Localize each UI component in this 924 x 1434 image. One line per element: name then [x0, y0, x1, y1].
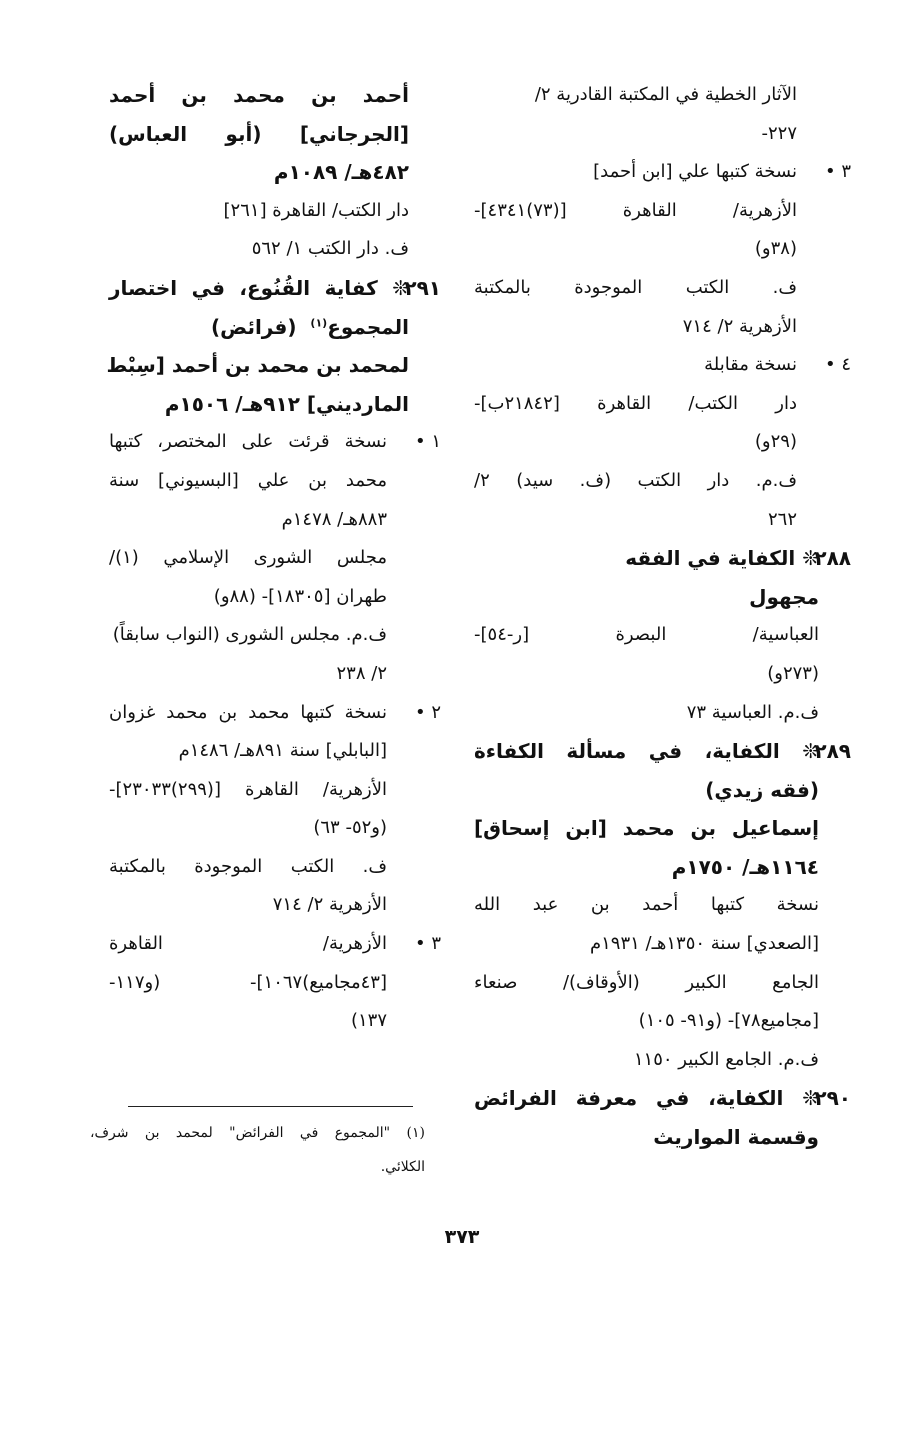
line-text: الأزهرية/ القاهرة	[109, 933, 387, 955]
line-text: الأزهرية/ القاهرة [(٧٣)٤٣٤١]-	[474, 199, 797, 221]
line-text: محمد بن علي [البسيوني] سنة	[109, 469, 387, 491]
line-text: لمحمد بن محمد بن أحمد [سِبْط	[106, 353, 409, 378]
left-column-line	[109, 462, 409, 501]
right-column-line	[474, 153, 851, 192]
left-column	[106, 76, 441, 1041]
entry-number: ٤ •	[824, 354, 851, 376]
line-text: ٢٦٢	[767, 508, 797, 530]
left-column-line	[109, 809, 409, 848]
left-column-line	[109, 886, 409, 925]
entry-number: ٢٨٩	[814, 739, 851, 764]
right-column-line	[474, 385, 819, 424]
footnote-marker: (١)	[310, 315, 328, 329]
right-column-line	[474, 694, 819, 733]
line-text: نسخة كتبها أحمد بن عبد الله	[474, 894, 819, 916]
line-text: المارديني] ٩١٢هـ/ ١٥٠٦م	[164, 391, 409, 416]
line-text: ف.م. دار الكتب (ف. سيد) ٢/	[474, 469, 797, 491]
line-text: ❊ الكفاية، في مسألة الكفاءة	[474, 739, 819, 764]
line-text: ١٣٧)	[350, 1010, 387, 1032]
line-text: الأزهرية/ القاهرة [(٢٩٩)٢٣٠٣٣]-	[109, 778, 387, 800]
right-column-line	[474, 539, 851, 578]
left-column-line	[109, 925, 441, 964]
line-text: [٤٣مجاميع)١٠٦٧]- (و١١٧-	[109, 971, 387, 993]
right-column-line	[474, 578, 819, 617]
right-column-line	[474, 230, 819, 269]
line-text: وقسمة المواريث	[653, 1125, 819, 1150]
right-column-line	[474, 1118, 819, 1157]
line-text: دار الكتب/ القاهرة [٢٦١]	[223, 199, 409, 221]
left-column-line	[109, 655, 409, 694]
left-column-line	[109, 192, 409, 231]
line-text: (فقه زيدي)	[705, 777, 819, 802]
entry-number: ٢٩١	[404, 275, 441, 300]
line-text: مجهول	[749, 584, 819, 609]
left-column-line	[106, 346, 409, 385]
right-column-line	[474, 1002, 819, 1041]
entry-number: ٣ •	[414, 933, 441, 955]
line-text: (٢٧٣و)	[767, 662, 819, 684]
line-text: نسخة كتبها علي [ابن أحمد]	[593, 161, 797, 183]
right-column-line	[474, 655, 819, 694]
left-column-line	[109, 308, 409, 347]
left-column-line	[109, 501, 409, 540]
right-column-line	[474, 925, 819, 964]
left-column-line	[109, 616, 409, 655]
entry-number: ٢ •	[414, 701, 441, 723]
line-text: العباسية/ البصرة [ر-٥٤]-	[474, 624, 819, 646]
left-column-line	[109, 76, 409, 115]
right-column-line	[474, 616, 819, 655]
line-text: ف.م. مجلس الشورى (النواب سابقاً)	[112, 624, 387, 646]
right-column-line	[474, 269, 819, 308]
line-text: الأزهرية ٢/ ٧١٤	[682, 315, 797, 337]
right-column-line	[474, 308, 819, 347]
line-text: أحمد بن محمد بن أحمد	[109, 83, 409, 107]
right-column-line	[474, 964, 819, 1003]
right-column-line	[474, 462, 819, 501]
line-text: ٢/ ٢٣٨	[336, 662, 387, 684]
left-column-line	[109, 230, 409, 269]
line-text: ❊ كفاية القُنُوع، في اختصار	[109, 275, 409, 300]
line-text: [مجاميع٧٨]- (و٩١- ١٠٥)	[638, 1010, 819, 1032]
right-column-line	[474, 1041, 819, 1080]
line-text: المجموع	[327, 314, 409, 339]
left-column-line	[109, 269, 441, 308]
left-column-line	[109, 964, 409, 1003]
left-column-line	[109, 732, 409, 771]
entry-number: ١ •	[414, 431, 441, 453]
line-text: ❊ الكفاية في الفقه	[625, 546, 819, 571]
left-column-line	[109, 1002, 409, 1041]
right-column	[474, 76, 851, 1157]
left-column-line	[109, 578, 409, 617]
line-text: الآثار الخطية في المكتبة القادرية ٢/	[534, 84, 797, 105]
footnote	[90, 1116, 425, 1184]
line-text: الأزهرية ٢/ ٧١٤	[272, 894, 387, 916]
line-text: ف.م. الجامع الكبير ١١٥٠	[633, 1048, 819, 1070]
left-column-line	[109, 539, 409, 578]
right-column-line	[474, 501, 819, 540]
footnote-divider	[128, 1106, 413, 1107]
right-column-line	[474, 809, 819, 848]
line-text: ١١٦٤هـ/ ١٧٥٠م	[671, 854, 819, 879]
line-text-suffix: (فرائض)	[211, 314, 311, 339]
left-column-line	[109, 385, 409, 424]
line-text: ف. الكتب الموجودة بالمكتبة	[474, 276, 797, 298]
footnote-line: الكلائي.	[380, 1159, 425, 1175]
line-text: الجامع الكبير (الأوقاف)/ صنعاء	[474, 971, 819, 993]
line-text: [الصعدي] سنة ١٣٥٠هـ/ ١٩٣١م	[589, 933, 819, 955]
left-column-line	[109, 153, 409, 192]
line-text: نسخة مقابلة	[704, 354, 797, 376]
line-text: (و٥٢- ٦٣)	[313, 817, 387, 839]
entry-number: ٢٩٠	[814, 1086, 851, 1111]
line-text: ٤٨٢هـ/ ١٠٨٩م	[273, 160, 409, 185]
line-text: ف. دار الكتب ١/ ٥٦٢	[251, 238, 409, 260]
line-text: نسخة قرئت على المختصر، كتبها	[109, 431, 387, 453]
line-text: مجلس الشورى الإسلامي (١)/	[109, 547, 387, 569]
right-column-line	[474, 423, 819, 462]
page-number: ٣٧٣	[444, 1226, 480, 1248]
right-column-line	[474, 886, 819, 925]
line-text: ف. الكتب الموجودة بالمكتبة	[109, 855, 387, 877]
left-column-line	[109, 771, 409, 810]
line-text: إسماعيل بن محمد [ابن إسحاق]	[474, 816, 819, 841]
line-text: [البابلي] سنة ٨٩١هـ/ ١٤٨٦م	[178, 740, 387, 762]
left-column-line	[109, 115, 409, 154]
line-text: طهران [١٨٣٠٥]- (٨٨و)	[213, 585, 387, 607]
line-text: دار الكتب/ القاهرة [٢١٨٤٢ب]-	[474, 392, 797, 414]
right-column-line	[474, 346, 851, 385]
line-text: ٢٢٧-	[761, 122, 797, 144]
left-column-line	[109, 423, 441, 462]
entry-number: ٢٨٨	[814, 546, 851, 571]
footnote-line: (١) "المجموع في الفرائض" لمحمد بن شرف،	[90, 1125, 425, 1141]
right-column-line	[474, 1079, 851, 1118]
entry-number: ٣ •	[824, 161, 851, 183]
line-text: ❊ الكفاية، في معرفة الفرائض	[474, 1086, 819, 1111]
line-text: (٢٩و)	[754, 431, 797, 453]
right-column-line	[474, 192, 819, 231]
left-column-line	[109, 848, 409, 887]
right-column-line	[474, 76, 819, 115]
right-column-line	[474, 771, 819, 810]
right-column-line	[474, 848, 819, 887]
line-text: نسخة كتبها محمد بن محمد غزوان	[109, 701, 387, 723]
line-text: (٣٨و)	[754, 238, 797, 260]
right-column-line	[474, 115, 819, 154]
left-column-line	[109, 694, 441, 733]
line-text: ف.م. العباسية ٧٣	[686, 701, 819, 723]
line-text: ٨٨٣هـ/ ١٤٧٨م	[281, 508, 387, 530]
right-column-line	[474, 732, 851, 771]
line-text: [الجرجاني] (أبو العباس)	[109, 121, 409, 146]
